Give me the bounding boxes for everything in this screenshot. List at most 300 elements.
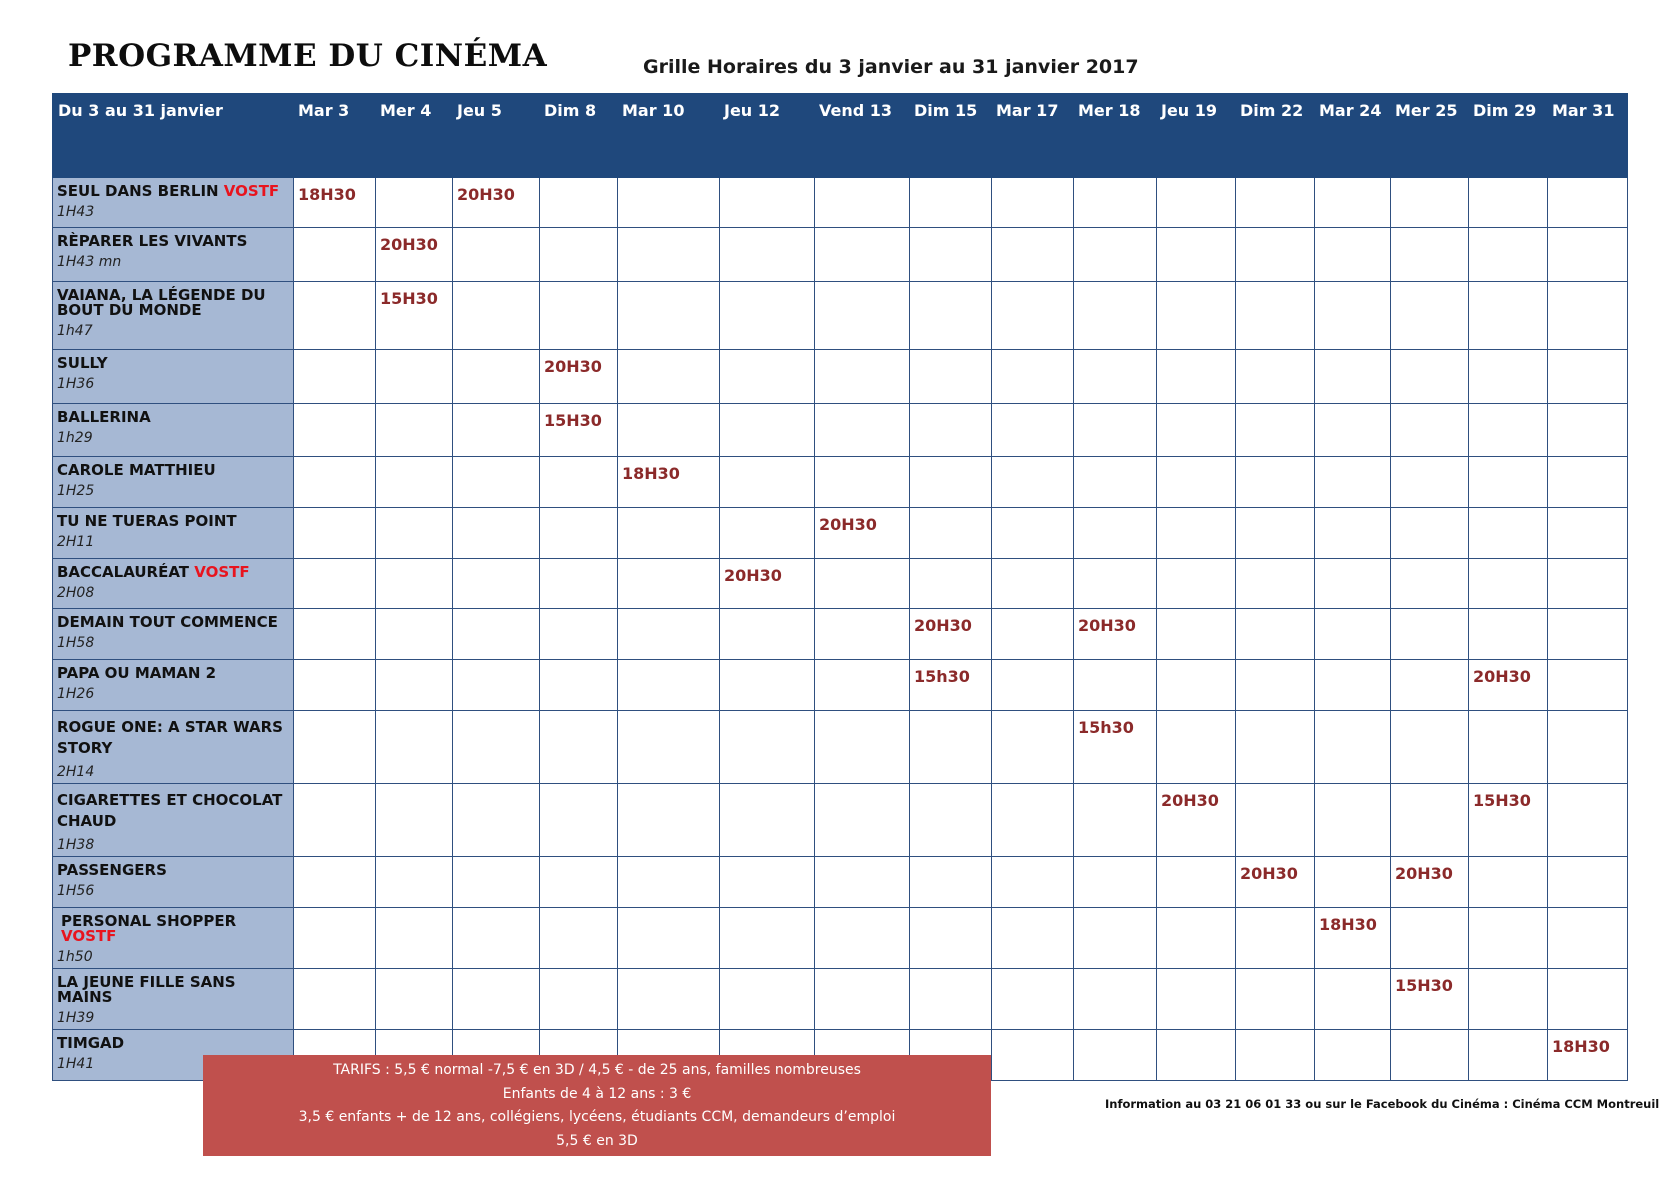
empty-slot [1074, 660, 1157, 711]
showtime-cell: 15h30 [910, 660, 992, 711]
empty-slot [1236, 784, 1315, 857]
empty-slot [1236, 559, 1315, 609]
empty-slot [720, 508, 815, 559]
empty-slot [1074, 350, 1157, 404]
film-title [57, 717, 289, 759]
empty-slot [1236, 908, 1315, 969]
film-title-text: SEUL DANS BERLIN [57, 182, 224, 200]
empty-slot [1548, 908, 1628, 969]
empty-slot [1469, 609, 1548, 660]
empty-slot [720, 908, 815, 969]
film-row [53, 559, 1628, 609]
empty-slot [540, 784, 618, 857]
day-header: Jeu 12 [720, 94, 815, 178]
film-title-text: ROGUE ONE: A STAR WARS STORY [57, 718, 283, 757]
empty-slot [376, 711, 453, 784]
empty-slot [1391, 508, 1469, 559]
empty-slot [1548, 228, 1628, 282]
empty-slot [1391, 559, 1469, 609]
film-duration: 1H58 [57, 635, 95, 651]
film-row [53, 969, 1628, 1030]
empty-slot [1548, 178, 1628, 228]
day-header: Mer 18 [1074, 94, 1157, 178]
empty-slot [376, 908, 453, 969]
empty-slot [1548, 559, 1628, 609]
empty-slot [992, 784, 1074, 857]
empty-slot [1391, 350, 1469, 404]
empty-slot [1236, 350, 1315, 404]
empty-slot [453, 559, 540, 609]
empty-slot [1236, 969, 1315, 1030]
empty-slot [1315, 559, 1391, 609]
empty-slot [720, 857, 815, 908]
empty-slot [1391, 282, 1469, 350]
empty-slot [1315, 1030, 1391, 1081]
empty-slot [453, 784, 540, 857]
empty-slot [1315, 178, 1391, 228]
showtime-cell: 20H30 [720, 559, 815, 609]
film-cell [53, 178, 294, 228]
empty-slot [720, 178, 815, 228]
empty-slot [540, 457, 618, 508]
empty-slot [815, 559, 910, 609]
empty-slot [815, 457, 910, 508]
page-title: PROGRAMME DU CINÉMA [68, 38, 548, 74]
film-cell [53, 784, 294, 857]
empty-slot [618, 857, 720, 908]
film-row [53, 282, 1628, 350]
day-header: Dim 15 [910, 94, 992, 178]
empty-slot [1157, 711, 1236, 784]
showtime-cell: 15H30 [1469, 784, 1548, 857]
empty-slot [1074, 908, 1157, 969]
empty-slot [720, 711, 815, 784]
film-title [57, 234, 289, 249]
empty-slot [1074, 1030, 1157, 1081]
empty-slot [1391, 609, 1469, 660]
empty-slot [720, 350, 815, 404]
empty-slot [1236, 404, 1315, 457]
empty-slot [1157, 969, 1236, 1030]
film-title [57, 615, 289, 630]
empty-slot [453, 857, 540, 908]
empty-slot [1469, 508, 1548, 559]
empty-slot [1157, 660, 1236, 711]
empty-slot [910, 559, 992, 609]
empty-slot [910, 350, 992, 404]
empty-slot [618, 784, 720, 857]
film-title [57, 410, 289, 425]
showtime-cell: 20H30 [815, 508, 910, 559]
empty-slot [618, 908, 720, 969]
showtime-cell: 18H30 [1548, 1030, 1628, 1081]
empty-slot [1236, 178, 1315, 228]
showtime-cell: 20H30 [540, 350, 618, 404]
empty-slot [294, 908, 376, 969]
film-title-text: SULLY [57, 354, 108, 372]
showtime-cell: 20H30 [453, 178, 540, 228]
empty-slot [618, 282, 720, 350]
empty-slot [540, 178, 618, 228]
film-row [53, 784, 1628, 857]
film-duration: 1H26 [57, 686, 95, 702]
empty-slot [1391, 711, 1469, 784]
empty-slot [294, 784, 376, 857]
empty-slot [992, 508, 1074, 559]
empty-slot [992, 350, 1074, 404]
day-header: Jeu 5 [453, 94, 540, 178]
empty-slot [720, 609, 815, 660]
empty-slot [453, 908, 540, 969]
empty-slot [1157, 282, 1236, 350]
day-header: Vend 13 [815, 94, 910, 178]
tarifs-box [203, 1055, 991, 1156]
film-row [53, 228, 1628, 282]
day-header: Mar 3 [294, 94, 376, 178]
empty-slot [540, 228, 618, 282]
film-duration: 2H14 [57, 764, 95, 780]
film-title [57, 790, 289, 832]
empty-slot [376, 404, 453, 457]
empty-slot [1236, 457, 1315, 508]
film-duration: 1H56 [57, 883, 95, 899]
empty-slot [1548, 609, 1628, 660]
empty-slot [1548, 711, 1628, 784]
empty-slot [815, 282, 910, 350]
empty-slot [992, 857, 1074, 908]
empty-slot [1236, 1030, 1315, 1081]
film-cell [53, 228, 294, 282]
empty-slot [1157, 457, 1236, 508]
empty-slot [910, 404, 992, 457]
empty-slot [1469, 711, 1548, 784]
empty-slot [1391, 228, 1469, 282]
film-cell [53, 457, 294, 508]
empty-slot [992, 908, 1074, 969]
empty-slot [618, 660, 720, 711]
empty-slot [1548, 457, 1628, 508]
empty-slot [1391, 457, 1469, 508]
empty-slot [992, 1030, 1074, 1081]
film-duration: 1h50 [57, 949, 93, 965]
day-header: Jeu 19 [1157, 94, 1236, 178]
empty-slot [1315, 660, 1391, 711]
day-header: Dim 22 [1236, 94, 1315, 178]
film-title [57, 1036, 289, 1051]
empty-slot [294, 609, 376, 660]
empty-slot [720, 660, 815, 711]
empty-slot [815, 350, 910, 404]
empty-slot [1315, 282, 1391, 350]
empty-slot [540, 508, 618, 559]
empty-slot [910, 784, 992, 857]
film-title [57, 863, 289, 878]
empty-slot [1074, 404, 1157, 457]
empty-slot [453, 660, 540, 711]
film-row [53, 857, 1628, 908]
film-cell [53, 559, 294, 609]
empty-slot [540, 660, 618, 711]
empty-slot [815, 857, 910, 908]
empty-slot [1074, 457, 1157, 508]
empty-slot [720, 457, 815, 508]
empty-slot [540, 969, 618, 1030]
empty-slot [294, 559, 376, 609]
empty-slot [992, 559, 1074, 609]
film-row [53, 178, 1628, 228]
empty-slot [992, 969, 1074, 1030]
showtime-cell: 20H30 [376, 228, 453, 282]
empty-slot [1157, 228, 1236, 282]
day-header: Mar 24 [1315, 94, 1391, 178]
film-row [53, 609, 1628, 660]
empty-slot [1315, 711, 1391, 784]
empty-slot [992, 609, 1074, 660]
info-footer: Information au 03 21 06 01 33 ou sur le Facebook du Cinéma : Cinéma CCM Montreuil [1105, 1097, 1660, 1111]
empty-slot [294, 350, 376, 404]
film-title [57, 666, 289, 681]
day-header: Dim 8 [540, 94, 618, 178]
day-header: Mar 17 [992, 94, 1074, 178]
film-cell [53, 508, 294, 559]
film-title [57, 356, 289, 371]
tarifs-line: Enfants de 4 à 12 ans : 3 € [502, 1085, 692, 1102]
empty-slot [294, 660, 376, 711]
empty-slot [294, 857, 376, 908]
film-version-badge: VOSTF [223, 182, 280, 200]
empty-slot [815, 908, 910, 969]
empty-slot [1236, 282, 1315, 350]
empty-slot [1391, 908, 1469, 969]
film-duration: 1H39 [57, 1010, 95, 1026]
empty-slot [1236, 711, 1315, 784]
film-row [53, 508, 1628, 559]
empty-slot [1469, 178, 1548, 228]
empty-slot [453, 609, 540, 660]
empty-slot [1074, 559, 1157, 609]
empty-slot [453, 457, 540, 508]
empty-slot [1548, 508, 1628, 559]
film-cell [53, 404, 294, 457]
showtime-cell: 20H30 [1074, 609, 1157, 660]
empty-slot [618, 178, 720, 228]
empty-slot [1548, 350, 1628, 404]
empty-slot [376, 784, 453, 857]
empty-slot [294, 711, 376, 784]
film-duration: 2H11 [57, 534, 95, 550]
tarifs-line: 5,5 € en 3D [556, 1132, 638, 1149]
empty-slot [618, 609, 720, 660]
film-title [57, 975, 289, 1005]
film-duration: 1H41 [57, 1056, 95, 1072]
empty-slot [376, 857, 453, 908]
empty-slot [376, 178, 453, 228]
empty-slot [294, 969, 376, 1030]
film-cell [53, 857, 294, 908]
film-row [53, 404, 1628, 457]
film-title-text: BALLERINA [57, 408, 151, 426]
empty-slot [1157, 609, 1236, 660]
empty-slot [992, 282, 1074, 350]
empty-slot [815, 228, 910, 282]
empty-slot [1315, 350, 1391, 404]
empty-slot [1548, 660, 1628, 711]
showtime-cell: 20H30 [1157, 784, 1236, 857]
empty-slot [1157, 559, 1236, 609]
empty-slot [540, 282, 618, 350]
empty-slot [618, 404, 720, 457]
film-title [57, 514, 289, 529]
film-duration: 1H43 mn [57, 254, 122, 270]
empty-slot [1391, 784, 1469, 857]
film-title [57, 184, 289, 199]
film-duration: 1H38 [57, 837, 95, 853]
empty-slot [910, 282, 992, 350]
empty-slot [1315, 228, 1391, 282]
empty-slot [618, 559, 720, 609]
empty-slot [453, 969, 540, 1030]
showtime-cell: 15h30 [1074, 711, 1157, 784]
showtime-cell: 20H30 [1236, 857, 1315, 908]
empty-slot [992, 660, 1074, 711]
film-title-text: LA JEUNE FILLE SANS MAINS [57, 973, 236, 1006]
empty-slot [1548, 969, 1628, 1030]
empty-slot [1157, 178, 1236, 228]
film-duration: 1h29 [57, 430, 93, 446]
empty-slot [540, 609, 618, 660]
empty-slot [1315, 508, 1391, 559]
empty-slot [1236, 609, 1315, 660]
film-title-text: PAPA OU MAMAN 2 [57, 664, 217, 682]
film-title-text: TIMGAD [57, 1034, 125, 1052]
day-header: Mar 31 [1548, 94, 1628, 178]
film-cell [53, 609, 294, 660]
showtime-cell: 18H30 [618, 457, 720, 508]
film-title-text: DEMAIN TOUT COMMENCE [57, 613, 278, 631]
film-title-text: PERSONAL SHOPPER [61, 912, 237, 930]
empty-slot [1315, 857, 1391, 908]
empty-slot [1315, 457, 1391, 508]
empty-slot [1391, 404, 1469, 457]
film-version-badge: VOSTF [61, 927, 117, 945]
empty-slot [1469, 457, 1548, 508]
empty-slot [1469, 1030, 1548, 1081]
empty-slot [1157, 508, 1236, 559]
film-row [53, 660, 1628, 711]
empty-slot [1074, 969, 1157, 1030]
day-header: Dim 29 [1469, 94, 1548, 178]
empty-slot [1315, 404, 1391, 457]
empty-slot [992, 457, 1074, 508]
empty-slot [453, 711, 540, 784]
empty-slot [910, 508, 992, 559]
empty-slot [294, 228, 376, 282]
empty-slot [618, 228, 720, 282]
film-cell [53, 908, 294, 969]
empty-slot [1315, 609, 1391, 660]
header-row [53, 94, 1628, 178]
empty-slot [1157, 404, 1236, 457]
empty-slot [1548, 282, 1628, 350]
empty-slot [1074, 508, 1157, 559]
empty-slot [1391, 660, 1469, 711]
day-header: Mar 10 [618, 94, 720, 178]
film-cell [53, 350, 294, 404]
empty-slot [376, 457, 453, 508]
film-duration: 1H25 [57, 483, 95, 499]
film-cell [53, 282, 294, 350]
empty-slot [618, 350, 720, 404]
empty-slot [294, 282, 376, 350]
day-header: Mer 25 [1391, 94, 1469, 178]
schedule-grid [52, 93, 1628, 1081]
showtime-cell: 18H30 [1315, 908, 1391, 969]
empty-slot [992, 404, 1074, 457]
film-title-text: CIGARETTES ET CHOCOLAT CHAUD [57, 791, 283, 830]
empty-slot [1469, 559, 1548, 609]
tarifs-line: TARIFS : 5,5 € normal -7,5 € en 3D / 4,5 € - de 25 ans, familles nombreuses [333, 1062, 861, 1078]
film-title [57, 463, 289, 478]
showtime-cell: 15H30 [376, 282, 453, 350]
film-title-text: PASSENGERS [57, 861, 167, 879]
empty-slot [618, 969, 720, 1030]
empty-slot [815, 711, 910, 784]
empty-slot [720, 228, 815, 282]
empty-slot [1548, 784, 1628, 857]
empty-slot [815, 404, 910, 457]
empty-slot [540, 559, 618, 609]
empty-slot [910, 178, 992, 228]
showtime-cell: 20H30 [1469, 660, 1548, 711]
empty-slot [815, 660, 910, 711]
empty-slot [720, 784, 815, 857]
empty-slot [1157, 1030, 1236, 1081]
film-duration: 2H08 [57, 585, 95, 601]
empty-slot [376, 508, 453, 559]
empty-slot [1548, 857, 1628, 908]
film-title [57, 288, 289, 318]
showtime-cell: 20H30 [910, 609, 992, 660]
empty-slot [540, 711, 618, 784]
film-title-text: BACCALAURÉAT [57, 563, 195, 581]
empty-slot [376, 559, 453, 609]
empty-slot [1074, 784, 1157, 857]
film-duration: 1H43 [57, 204, 95, 220]
empty-slot [376, 660, 453, 711]
empty-slot [720, 969, 815, 1030]
empty-slot [540, 857, 618, 908]
empty-slot [910, 969, 992, 1030]
empty-slot [910, 457, 992, 508]
showtime-cell: 18H30 [294, 178, 376, 228]
empty-slot [1074, 228, 1157, 282]
empty-slot [1157, 908, 1236, 969]
empty-slot [1469, 228, 1548, 282]
empty-slot [1236, 228, 1315, 282]
empty-slot [453, 508, 540, 559]
empty-slot [1315, 784, 1391, 857]
empty-slot [453, 282, 540, 350]
empty-slot [453, 228, 540, 282]
showtime-cell: 20H30 [1391, 857, 1469, 908]
film-cell [53, 969, 294, 1030]
empty-slot [1469, 857, 1548, 908]
showtime-cell: 15H30 [1391, 969, 1469, 1030]
empty-slot [720, 404, 815, 457]
film-title [57, 565, 289, 580]
empty-slot [618, 711, 720, 784]
empty-slot [815, 178, 910, 228]
